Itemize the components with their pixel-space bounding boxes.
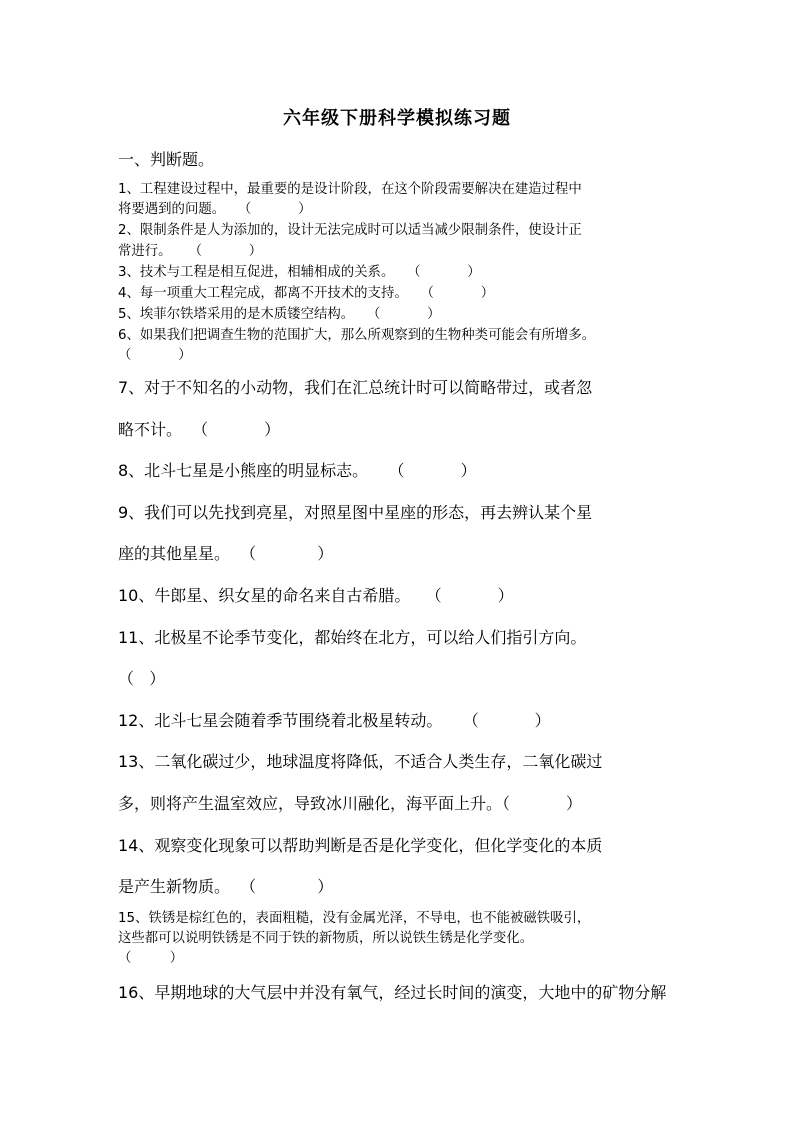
question-14-line-2: 是产生新物质。 （ ） <box>118 877 334 896</box>
question-11-line-2: （ ） <box>118 669 166 688</box>
question-13-line-2: 多，则将产生温室效应，导致冰川融化，海平面上升。（ ） <box>118 794 582 813</box>
question-1-line-2: 将要遇到的问题。 （ ） <box>118 202 312 217</box>
question-9-line-2: 座的其他星星。 （ ） <box>118 544 334 563</box>
question-6-line-2: （ ） <box>118 348 192 363</box>
question-2-line-2: 常进行。 （ ） <box>118 244 263 259</box>
question-11-line-1: 11、北极星不论季节变化，都始终在北方，可以给人们指引方向。 <box>118 628 587 647</box>
question-6-line-1: 6、如果我们把调查生物的范围扩大，那么所观察到的生物种类可能会有所增多。 <box>118 328 596 343</box>
section-heading: 一、判断题。 <box>118 150 215 169</box>
question-15-line-3: （ ） <box>118 951 184 966</box>
question-5: 5、埃菲尔铁塔采用的是木质镂空结构。 （ ） <box>118 307 441 322</box>
question-10: 10、牛郎星、织女星的命名来自古希腊。 （ ） <box>118 586 514 605</box>
question-13-line-1: 13、二氧化碳过少，地球温度将降低，不适合人类生存，二氧化碳过 <box>118 752 603 771</box>
question-7-line-2: 略不计。 （ ） <box>118 420 281 439</box>
question-16-line-1: 16、早期地球的大气层中并没有氧气，经过长时间的演变，大地中的矿物分解 <box>118 983 667 1002</box>
question-8: 8、北斗七星是小熊座的明显标志。 （ ） <box>118 461 477 480</box>
question-3: 3、技术与工程是相互促进，相辅相成的关系。 （ ） <box>118 265 481 280</box>
question-4: 4、每一项重大工程完成，都离不开技术的支持。 （ ） <box>118 286 495 301</box>
document-title: 六年级下册科学模拟练习题 <box>283 108 511 129</box>
question-1-line-1: 1、工程建设过程中，最重要的是设计阶段，在这个阶段需要解决在建造过程中 <box>118 182 582 197</box>
question-14-line-1: 14、观察变化现象可以帮助判断是否是化学变化，但化学变化的本质 <box>118 836 603 855</box>
question-7-line-1: 7、对于不知名的小动物，我们在汇总统计时可以简略带过，或者忽 <box>118 378 593 397</box>
question-2-line-1: 2、限制条件是人为添加的，设计无法完成时可以适当减少限制条件，使设计正 <box>118 223 582 238</box>
question-12: 12、北斗七星会随着季节围绕着北极星转动。 （ ） <box>118 711 551 730</box>
question-9-line-1: 9、我们可以先找到亮星，对照星图中星座的形态，再去辨认某个星 <box>118 503 593 522</box>
question-15-line-2: 这些都可以说明铁锈是不同于铁的新物质，所以说铁生锈是化学变化。 <box>118 931 534 946</box>
question-15-line-1: 15、铁锈是棕红色的，表面粗糙，没有金属光泽，不导电，也不能被磁铁吸引， <box>118 911 591 926</box>
